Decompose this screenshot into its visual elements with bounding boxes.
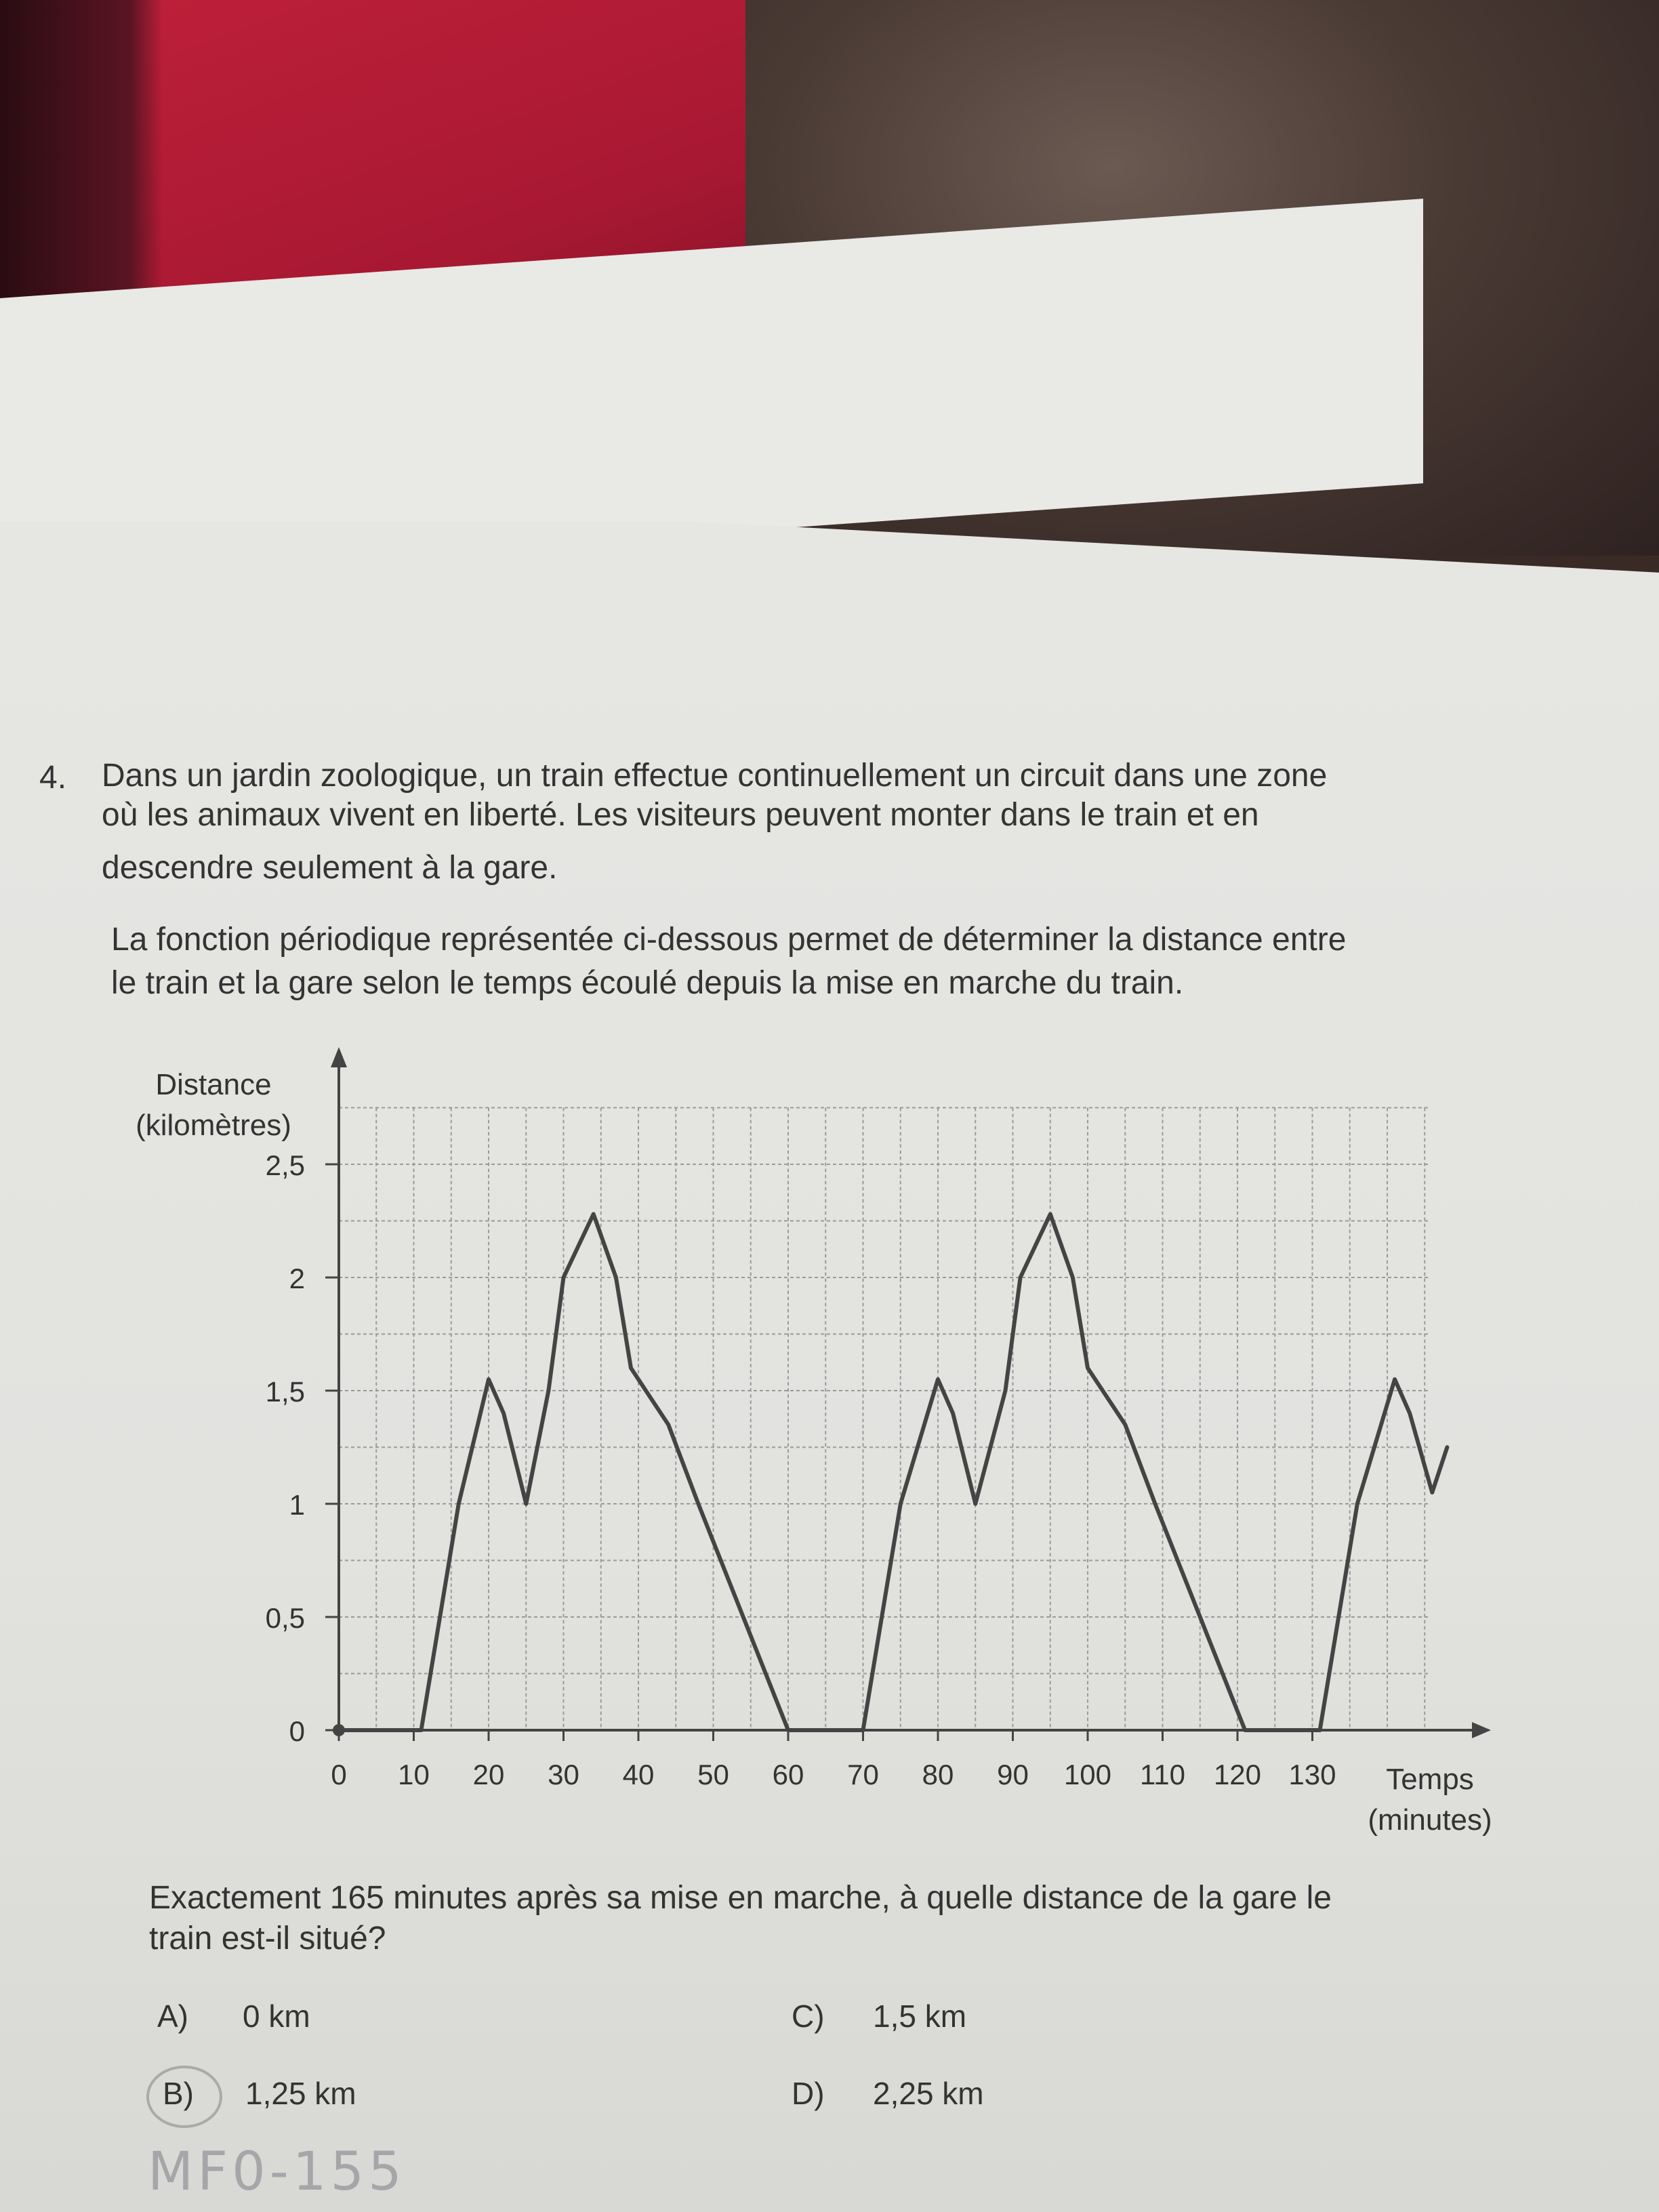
x-tick-label: 30 bbox=[548, 1759, 579, 1790]
x-tick-label: 40 bbox=[622, 1759, 655, 1790]
x-tick-label: 10 bbox=[398, 1759, 430, 1790]
choice-c-letter[interactable]: C) bbox=[792, 1999, 825, 2034]
x-axis-label: (minutes) bbox=[1368, 1803, 1492, 1837]
answer-circle-mark bbox=[142, 2060, 230, 2135]
x-tick-label: 80 bbox=[922, 1759, 954, 1790]
y-tick-label: 2 bbox=[289, 1263, 305, 1294]
x-tick-label: 50 bbox=[697, 1759, 729, 1790]
handwritten-note: MF0-155 bbox=[148, 2142, 406, 2203]
y-tick-label: 2,5 bbox=[265, 1149, 305, 1181]
question-intro-line-1: Dans un jardin zoologique, un train effectue continuellement un circuit dans une zone bbox=[102, 758, 1328, 794]
y-tick-label: 1 bbox=[289, 1489, 305, 1521]
y-tick-label: 1,5 bbox=[265, 1376, 305, 1408]
question-prompt-line-2: train est-il situé? bbox=[149, 1921, 386, 1957]
x-tick-label: 70 bbox=[847, 1759, 879, 1790]
choice-b-letter[interactable]: B) bbox=[163, 2076, 194, 2111]
question-desc-line-1: La fonction périodique représentée ci-dessous permet de déterminer la distance entre bbox=[111, 922, 1347, 958]
y-axis-label: Distance bbox=[155, 1068, 272, 1101]
y-axis-arrow bbox=[331, 1047, 347, 1067]
choice-d-text[interactable]: 2,25 km bbox=[873, 2076, 984, 2111]
x-tick-label: 60 bbox=[772, 1759, 804, 1790]
choice-d-letter[interactable]: D) bbox=[792, 2076, 825, 2111]
chart-grid bbox=[339, 1108, 1430, 1731]
series-line bbox=[339, 1214, 1447, 1731]
question-intro-line-3: descendre seulement à la gare. bbox=[102, 850, 558, 886]
x-tick-label: 0 bbox=[331, 1759, 347, 1790]
question-prompt-line-1: Exactement 165 minutes après sa mise en marche, à quelle distance de la gare le bbox=[149, 1880, 1332, 1916]
question-intro-line-2: où les animaux vivent en liberté. Les visiteurs peuvent monter dans le train et en bbox=[102, 797, 1259, 833]
y-tick-label: 0 bbox=[289, 1715, 305, 1747]
chart-ticks bbox=[325, 1164, 1313, 1741]
x-axis-label: Temps bbox=[1386, 1763, 1474, 1796]
y-axis-label: (kilomètres) bbox=[136, 1109, 291, 1142]
x-tick-label: 90 bbox=[997, 1759, 1029, 1790]
choice-a-text[interactable]: 0 km bbox=[243, 1999, 310, 2034]
choice-a-letter[interactable]: A) bbox=[157, 1999, 188, 2034]
question-number: 4. bbox=[39, 760, 67, 796]
x-axis-arrow bbox=[1472, 1722, 1491, 1738]
choice-c-text[interactable]: 1,5 km bbox=[873, 1999, 967, 2034]
choice-b-text[interactable]: 1,25 km bbox=[245, 2076, 356, 2111]
x-tick-label: 120 bbox=[1213, 1759, 1262, 1790]
x-tick-label: 110 bbox=[1140, 1759, 1185, 1790]
question-desc-line-2: le train et la gare selon le temps écoulé depuis la mise en marche du train. bbox=[111, 965, 1184, 1001]
x-tick-label: 130 bbox=[1288, 1759, 1336, 1790]
y-tick-label: 0,5 bbox=[265, 1602, 305, 1634]
chart-axes bbox=[331, 1047, 1491, 1738]
x-tick-label: 100 bbox=[1063, 1759, 1112, 1790]
x-tick-label: 20 bbox=[472, 1759, 505, 1790]
